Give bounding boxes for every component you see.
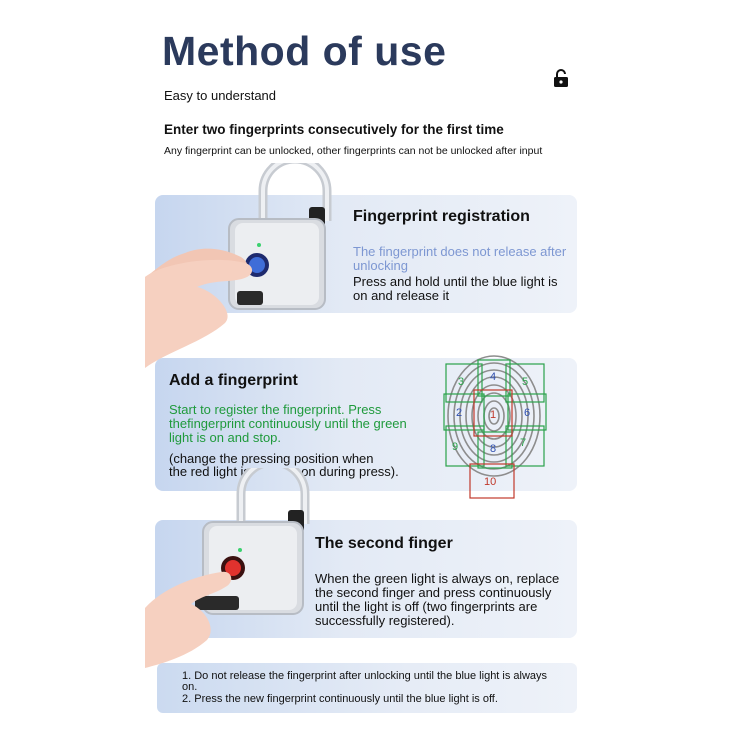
- zone-label-6: 6: [524, 407, 531, 419]
- instruction-note: Any fingerprint can be unlocked, other fingerprints can not be unlocked after input: [164, 145, 543, 157]
- zone-label-8: 8: [490, 443, 497, 455]
- registration-body-text: Press and hold until the blue light is on and release it: [353, 274, 558, 303]
- padlock-open-icon: [553, 69, 569, 87]
- instruction-headline: Enter two fingerprints consecutively for the first time: [164, 122, 504, 137]
- second-finger-body: When the green light is always on, replace the second finger and press continuously until the light is off (two fingerprints are successfully registered).: [315, 571, 560, 628]
- zone-label-3: 3: [458, 376, 465, 388]
- add-body-line1: (change the pressing position when: [169, 451, 374, 466]
- page-subtitle: Easy to understand: [164, 88, 277, 103]
- section-heading-second: The second finger: [315, 535, 453, 552]
- zone-label-4: 4: [490, 371, 497, 383]
- note-line-1: 1. Do not release the fingerprint after unlocking until the blue light is always on.: [182, 670, 548, 693]
- page-title: Method of use: [162, 28, 447, 74]
- zone-label-10: 10: [484, 476, 497, 488]
- zone-label-7: 7: [520, 437, 527, 449]
- add-body-line2a: the red light is: [169, 464, 250, 479]
- zone-label-9: 9: [452, 441, 459, 453]
- section-heading-add: Add a fingerprint: [169, 372, 298, 389]
- add-body-line2b: on during press).: [301, 464, 399, 479]
- padlock-red-light-illustration: [145, 468, 315, 668]
- padlock-blue-light-illustration: [145, 163, 345, 373]
- zone-label-1: 1: [490, 409, 497, 421]
- zone-label-2: 2: [456, 407, 463, 419]
- fingerprint-zones-diagram: [438, 350, 548, 500]
- add-green-text: Start to register the fingerprint. Press thefingerprint continuously until the green light is on and stop.: [169, 402, 407, 445]
- note-line-2: 2. Press the new fingerprint continuously until the blue light is off.: [182, 693, 498, 705]
- zone-label-5: 5: [522, 376, 529, 388]
- registration-blue-text: The fingerprint does not release after unlocking: [353, 244, 567, 273]
- section-heading-registration: Fingerprint registration: [353, 208, 530, 225]
